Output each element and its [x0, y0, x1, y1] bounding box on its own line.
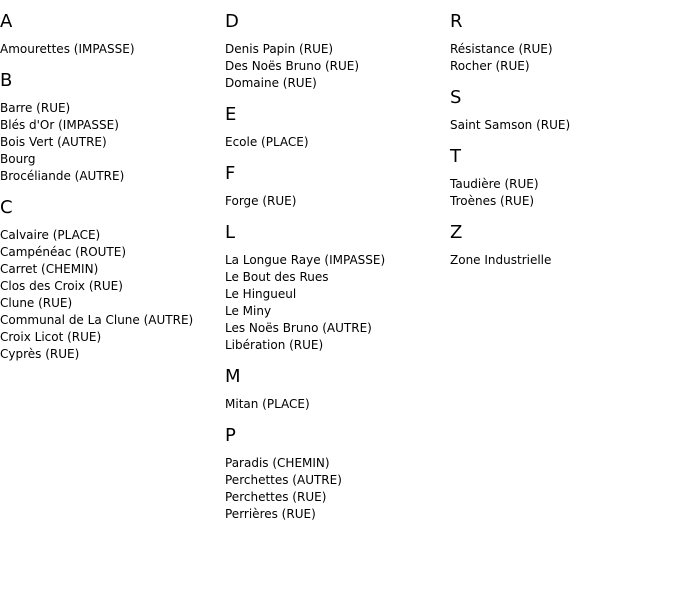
street-item: Forge (RUE) [225, 194, 297, 208]
section-letter-heading: B [0, 70, 13, 91]
section-letter-heading: A [0, 11, 13, 32]
street-item: Mitan (PLACE) [225, 397, 310, 411]
letter-section [0, 197, 225, 363]
section-letter-heading: Z [450, 222, 463, 243]
street-item: Clos des Croix (RUE) [0, 279, 123, 293]
street-list [0, 100, 225, 185]
street-list [0, 41, 225, 58]
section-letter-heading: S [450, 87, 462, 108]
street-list [0, 227, 225, 363]
letter-section [225, 11, 450, 92]
street-item: Perrières (RUE) [225, 507, 316, 521]
street-item: Libération (RUE) [225, 338, 324, 352]
street-list [225, 396, 450, 413]
street-item: Zone Industrielle [450, 253, 552, 267]
letter-section [450, 222, 675, 269]
letter-section [450, 11, 675, 75]
street-item: Blés d'Or (IMPASSE) [0, 118, 119, 132]
letter-section [225, 425, 450, 523]
street-item: Communal de La Clune (AUTRE) [0, 313, 194, 327]
street-item: Clune (RUE) [0, 296, 73, 310]
street-item: Rocher (RUE) [450, 59, 530, 73]
street-item: Barre (RUE) [0, 101, 71, 115]
street-item: Les Noës Bruno (AUTRE) [225, 321, 372, 335]
section-letter-heading: P [225, 425, 236, 446]
street-list [450, 117, 675, 134]
letter-section [225, 163, 450, 210]
street-item: Croix Licot (RUE) [0, 330, 102, 344]
street-item: Cyprès (RUE) [0, 347, 80, 361]
street-item: Taudière (RUE) [450, 177, 539, 191]
street-list [225, 134, 450, 151]
street-item: Troènes (RUE) [450, 194, 535, 208]
section-letter-heading: D [225, 11, 239, 32]
street-list [450, 41, 675, 75]
letter-section [225, 104, 450, 151]
street-item: Résistance (RUE) [450, 42, 553, 56]
letter-section [225, 222, 450, 354]
street-list [225, 41, 450, 92]
street-item: Ecole (PLACE) [225, 135, 309, 149]
section-letter-heading: L [225, 222, 236, 243]
street-list [225, 455, 450, 523]
letter-section [0, 11, 225, 58]
letter-section [225, 366, 450, 413]
street-item: Saint Samson (RUE) [450, 118, 571, 132]
street-item: Carret (CHEMIN) [0, 262, 99, 276]
street-item: Domaine (RUE) [225, 76, 317, 90]
street-item: Bois Vert (AUTRE) [0, 135, 107, 149]
street-item: Bourg [0, 152, 36, 166]
letter-section [450, 146, 675, 210]
street-item: Le Miny [225, 304, 272, 318]
street-item: Perchettes (RUE) [225, 490, 327, 504]
street-item: Des Noës Bruno (RUE) [225, 59, 360, 73]
section-letter-heading: E [225, 104, 237, 125]
street-item: Paradis (CHEMIN) [225, 456, 330, 470]
section-letter-heading: M [225, 366, 241, 387]
street-list [450, 252, 675, 269]
street-item: Le Bout des Rues [225, 270, 329, 284]
street-item: Denis Papin (RUE) [225, 42, 334, 56]
street-item: Calvaire (PLACE) [0, 228, 101, 242]
street-item: La Longue Raye (IMPASSE) [225, 253, 386, 267]
street-list [225, 252, 450, 354]
section-letter-heading: T [450, 146, 461, 167]
index-column [0, 0, 225, 375]
section-letter-heading: C [0, 197, 13, 218]
street-item: Perchettes (AUTRE) [225, 473, 342, 487]
street-item: Le Hingueul [225, 287, 297, 301]
street-list [225, 193, 450, 210]
letter-section [450, 87, 675, 134]
street-item: Campénéac (ROUTE) [0, 245, 127, 259]
street-item: Amourettes (IMPASSE) [0, 42, 135, 56]
index-column [450, 0, 675, 281]
letter-section [0, 70, 225, 185]
index-column [225, 0, 450, 535]
street-item: Brocéliande (AUTRE) [0, 169, 125, 183]
section-letter-heading: F [225, 163, 236, 184]
section-letter-heading: R [450, 11, 463, 32]
street-list [450, 176, 675, 210]
